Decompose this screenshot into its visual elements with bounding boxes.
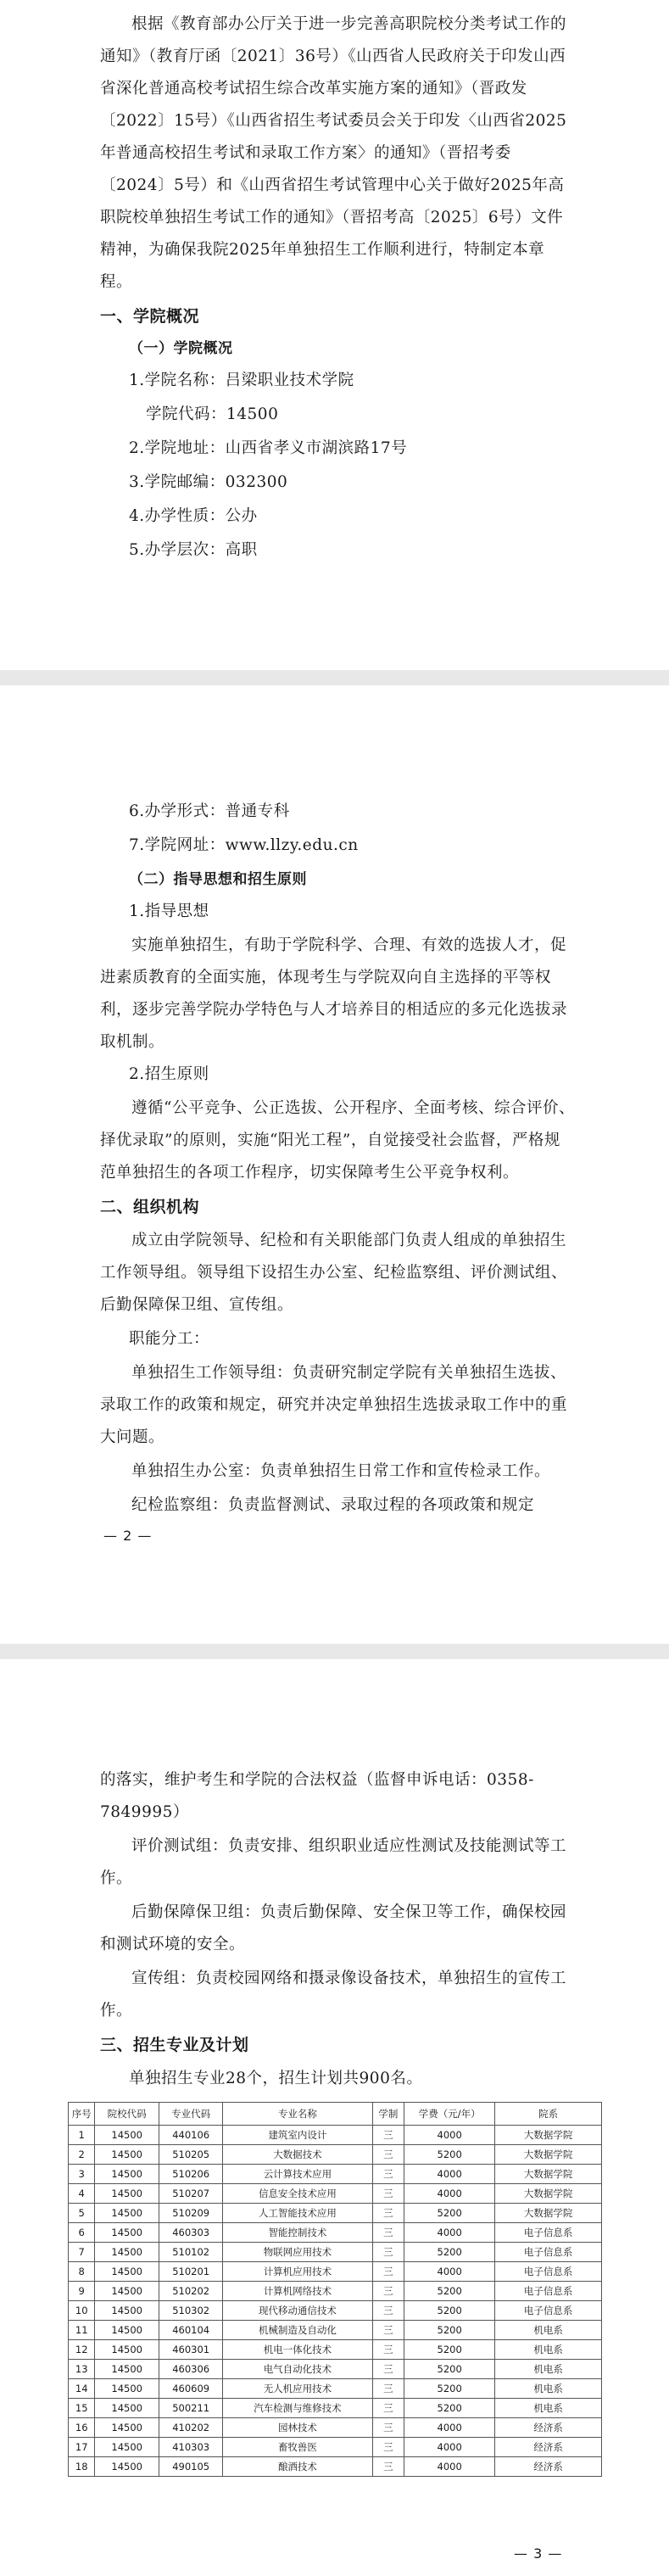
table-row: [69, 2360, 602, 2379]
table-row: [69, 2184, 602, 2204]
table-cell-department: 电子信息系: [495, 2301, 602, 2321]
table-cell-seq: 4: [69, 2184, 95, 2204]
subsection-2-heading: （二）指导思想和招生原则: [129, 871, 307, 888]
table-cell-major-code: 460609: [159, 2379, 222, 2399]
table-cell-school-code: 14500: [95, 2340, 159, 2360]
principle-label: 2.招生原则: [129, 1065, 209, 1083]
table-cell-school-code: 14500: [95, 2223, 159, 2243]
table-cell-department: 机电系: [495, 2399, 602, 2418]
table-cell-major-code: 460306: [159, 2360, 222, 2379]
table-cell-department: 大数据学院: [495, 2126, 602, 2145]
table-header-row: [69, 2103, 602, 2126]
table-cell-tuition: 4000: [404, 2223, 495, 2243]
subsection-1-heading: （一）学院概况: [129, 340, 233, 357]
table-row: [69, 2340, 602, 2360]
table-cell-major-code: 510202: [159, 2282, 222, 2301]
column-header-major-code: 专业代码: [159, 2103, 222, 2126]
table-cell-duration: 三: [372, 2360, 404, 2379]
table-cell-major-name: 酿酒技术: [223, 2457, 372, 2477]
table-cell-department: 电子信息系: [495, 2282, 602, 2301]
table-cell-seq: 5: [69, 2204, 95, 2223]
table-cell-major-code: 510209: [159, 2204, 222, 2223]
table-cell-duration: 三: [372, 2399, 404, 2418]
table-cell-duration: 三: [372, 2126, 404, 2145]
table-cell-major-code: 500211: [159, 2399, 222, 2418]
org-paragraph: 成立由学院领导、纪检和有关职能部门负责人组成的单独招生工作领导组。领导组下设招生办公室、纪检监察组、评价测试组、后勤保障保卫组、宣传组。: [100, 1232, 568, 1314]
table-cell-duration: 三: [372, 2321, 404, 2340]
eval-group-paragraph: 评价测试组：负责安排、组织职业适应性测试及技能测试等工作。: [100, 1837, 567, 1887]
table-cell-school-code: 14500: [95, 2457, 159, 2477]
table-cell-major-name: 物联网应用技术: [223, 2243, 372, 2262]
table-cell-seq: 2: [69, 2145, 95, 2165]
page-number-3: — 3 —: [514, 2545, 563, 2562]
intro-paragraph: 根据《教育部办公厅关于进一步完善高职院校分类考试工作的通知》（教育厅函〔2021〕36号）《山西省人民政府关于印发山西省深化普通高校考试招生综合改革实施方案的通知》（晋政发〔2022〕15号）《山西省招生考试委员会关于印发〈山西省2025年普通高校招生考试和录取工作方案〉的通知》（晋招考委〔2024〕5号）和《山西省招生考试管理中心关于做好2025年高职院校单独招生考试工作的通知》（晋招考高〔2025〕6号）文件精神，为确保我院2025年单独招生工作顺利进行，特制定本章程。: [100, 15, 567, 291]
table-cell-major-name: 无人机应用技术: [223, 2379, 372, 2399]
guide-paragraph: 实施单独招生，有助于学院科学、合理、有效的选拔人才，促进素质教育的全面实施，体现考生与学院双向自主选择的平等权利，逐步完善学院办学特色与人才培养目的相适应的多元化选拔录取机制。: [100, 936, 568, 1051]
enrollment-plan-table: [68, 2102, 602, 2477]
table-row: [69, 2204, 602, 2223]
leader-group-paragraph: 单独招生工作领导组：负责研究制定学院有关单独招生选拔、录取工作的政策和规定，研究并决定单独招生选拔录取工作中的重大问题。: [100, 1364, 568, 1446]
table-cell-school-code: 14500: [95, 2418, 159, 2438]
table-cell-school-code: 14500: [95, 2184, 159, 2204]
document-page-2: [0, 685, 669, 1644]
table-cell-seq: 10: [69, 2301, 95, 2321]
table-cell-school-code: 14500: [95, 2165, 159, 2184]
table-cell-tuition: 4000: [404, 2457, 495, 2477]
table-row: [69, 2418, 602, 2438]
table-cell-duration: 三: [372, 2204, 404, 2223]
table-row: [69, 2321, 602, 2340]
column-header-department: 院系: [495, 2103, 602, 2126]
table-cell-department: 机电系: [495, 2379, 602, 2399]
section-3-heading: 三、招生专业及计划: [100, 2036, 249, 2054]
table-cell-major-name: 计算机应用技术: [223, 2262, 372, 2282]
table-row: [69, 2399, 602, 2418]
table-cell-school-code: 14500: [95, 2301, 159, 2321]
table-cell-seq: 8: [69, 2262, 95, 2282]
table-cell-seq: 11: [69, 2321, 95, 2340]
table-cell-major-code: 460104: [159, 2321, 222, 2340]
college-name: 1.学院名称：吕梁职业技术学院: [129, 372, 354, 389]
document-page-1: [0, 0, 669, 670]
table-cell-department: 电子信息系: [495, 2262, 602, 2282]
table-cell-department: 机电系: [495, 2360, 602, 2379]
publicity-group-paragraph: 宣传组：负责校园网络和摄录像设备技术，单独招生的宣传工作。: [100, 1970, 567, 2020]
table-cell-major-name: 计算机网络技术: [223, 2282, 372, 2301]
table-cell-department: 电子信息系: [495, 2243, 602, 2262]
table-cell-duration: 三: [372, 2457, 404, 2477]
table-cell-school-code: 14500: [95, 2399, 159, 2418]
table-cell-major-code: 410303: [159, 2438, 222, 2457]
table-cell-major-name: 汽车检测与维修技术: [223, 2399, 372, 2418]
table-row: [69, 2145, 602, 2165]
table-cell-major-name: 云计算技术应用: [223, 2165, 372, 2184]
table-cell-major-code: 460301: [159, 2340, 222, 2360]
table-cell-major-code: 440106: [159, 2126, 222, 2145]
table-cell-school-code: 14500: [95, 2204, 159, 2223]
table-cell-school-code: 14500: [95, 2282, 159, 2301]
column-header-school-code: 院校代码: [95, 2103, 159, 2126]
table-row: [69, 2379, 602, 2399]
table-cell-seq: 12: [69, 2340, 95, 2360]
table-cell-major-name: 大数据技术: [223, 2145, 372, 2165]
table-cell-school-code: 14500: [95, 2126, 159, 2145]
table-cell-seq: 15: [69, 2399, 95, 2418]
school-nature: 4.办学性质：公办: [129, 507, 258, 525]
table-cell-school-code: 14500: [95, 2262, 159, 2282]
table-cell-tuition: 4000: [404, 2165, 495, 2184]
table-cell-tuition: 5200: [404, 2243, 495, 2262]
table-cell-department: 大数据学院: [495, 2204, 602, 2223]
table-cell-tuition: 5200: [404, 2360, 495, 2379]
plan-summary: 单独招生专业28个，招生计划共900名。: [129, 2070, 423, 2087]
table-cell-tuition: 5200: [404, 2282, 495, 2301]
college-code: 学院代码：14500: [146, 405, 279, 423]
table-cell-department: 大数据学院: [495, 2165, 602, 2184]
table-cell-duration: 三: [372, 2145, 404, 2165]
table-cell-major-name: 智能控制技术: [223, 2223, 372, 2243]
logistics-group-paragraph: 后勤保障保卫组：负责后勤保障、安全保卫等工作，确保校园和测试环境的安全。: [100, 1903, 567, 1953]
table-cell-tuition: 5200: [404, 2340, 495, 2360]
table-cell-tuition: 4000: [404, 2262, 495, 2282]
table-cell-major-code: 510102: [159, 2243, 222, 2262]
table-cell-tuition: 5200: [404, 2399, 495, 2418]
table-cell-seq: 9: [69, 2282, 95, 2301]
table-cell-tuition: 5200: [404, 2145, 495, 2165]
table-row: [69, 2438, 602, 2457]
table-cell-school-code: 14500: [95, 2321, 159, 2340]
section-2-heading: 二、组织机构: [100, 1198, 200, 1216]
table-cell-major-name: 畜牧兽医: [223, 2438, 372, 2457]
table-cell-major-code: 490105: [159, 2457, 222, 2477]
table-cell-tuition: 4000: [404, 2438, 495, 2457]
table-cell-seq: 17: [69, 2438, 95, 2457]
duty-label: 职能分工：: [129, 1330, 210, 1348]
table-cell-department: 机电系: [495, 2340, 602, 2360]
table-cell-seq: 3: [69, 2165, 95, 2184]
principle-paragraph: 遵循“公平竞争、公正选拔、公开程序、全面考核、综合评价、择优录取”的原则，实施“阳光工程”，自觉接受社会监督，严格规范单独招生的各项工作程序，切实保障考生公平竞争权利。: [100, 1099, 575, 1182]
table-cell-major-name: 信息安全技术应用: [223, 2184, 372, 2204]
table-cell-seq: 13: [69, 2360, 95, 2379]
table-cell-major-code: 510205: [159, 2145, 222, 2165]
table-row: [69, 2243, 602, 2262]
table-cell-department: 经济系: [495, 2457, 602, 2477]
document-page-3: [0, 1659, 669, 2576]
table-row: [69, 2457, 602, 2477]
table-cell-tuition: 5200: [404, 2204, 495, 2223]
column-header-tuition: 学费（元/年）: [404, 2103, 495, 2126]
table-cell-duration: 三: [372, 2223, 404, 2243]
table-cell-department: 机电系: [495, 2321, 602, 2340]
table-cell-major-code: 510206: [159, 2165, 222, 2184]
table-cell-tuition: 5200: [404, 2321, 495, 2340]
table-cell-major-name: 机械制造及自动化: [223, 2321, 372, 2340]
section-1-heading: 一、学院概况: [100, 307, 200, 326]
table-row: [69, 2282, 602, 2301]
column-header-duration: 学制: [372, 2103, 404, 2126]
column-header-seq: 序号: [69, 2103, 95, 2126]
table-cell-duration: 三: [372, 2418, 404, 2438]
table-cell-tuition: 4000: [404, 2184, 495, 2204]
school-level: 5.办学层次：高职: [129, 541, 258, 559]
table-row: [69, 2301, 602, 2321]
table-cell-department: 经济系: [495, 2438, 602, 2457]
table-cell-major-name: 机电一体化技术: [223, 2340, 372, 2360]
guide-label: 1.指导思想: [129, 902, 209, 920]
table-cell-major-code: 510201: [159, 2262, 222, 2282]
school-website: 7.学院网址：www.llzy.edu.cn: [129, 836, 359, 854]
discipline-continued: 的落实，维护考生和学院的合法权益（监督申诉电话：0358-7849995）: [100, 1771, 534, 1821]
table-cell-school-code: 14500: [95, 2438, 159, 2457]
table-cell-duration: 三: [372, 2282, 404, 2301]
table-cell-tuition: 4000: [404, 2418, 495, 2438]
column-header-major-name: 专业名称: [223, 2103, 372, 2126]
table-cell-duration: 三: [372, 2301, 404, 2321]
table-row: [69, 2262, 602, 2282]
college-address: 2.学院地址：山西省孝义市湖滨路17号: [129, 439, 408, 457]
table-cell-duration: 三: [372, 2184, 404, 2204]
table-cell-major-name: 园林技术: [223, 2418, 372, 2438]
college-postcode: 3.学院邮编：032300: [129, 473, 288, 491]
table-cell-seq: 14: [69, 2379, 95, 2399]
table-cell-school-code: 14500: [95, 2379, 159, 2399]
office-paragraph: 单独招生办公室：负责单独招生日常工作和宣传检录工作。: [131, 1462, 551, 1480]
table-cell-school-code: 14500: [95, 2360, 159, 2379]
table-cell-duration: 三: [372, 2438, 404, 2457]
table-cell-department: 大数据学院: [495, 2145, 602, 2165]
table-cell-major-code: 410202: [159, 2418, 222, 2438]
table-row: [69, 2126, 602, 2145]
school-form: 6.办学形式：普通专科: [129, 802, 290, 820]
table-cell-major-name: 现代移动通信技术: [223, 2301, 372, 2321]
table-cell-seq: 18: [69, 2457, 95, 2477]
table-cell-department: 大数据学院: [495, 2184, 602, 2204]
table-cell-tuition: 5200: [404, 2379, 495, 2399]
table-cell-duration: 三: [372, 2379, 404, 2399]
table-cell-major-code: 510207: [159, 2184, 222, 2204]
table-cell-duration: 三: [372, 2340, 404, 2360]
table-cell-duration: 三: [372, 2165, 404, 2184]
table-cell-school-code: 14500: [95, 2243, 159, 2262]
table-cell-department: 经济系: [495, 2418, 602, 2438]
table-row: [69, 2223, 602, 2243]
table-cell-duration: 三: [372, 2262, 404, 2282]
table-cell-tuition: 5200: [404, 2301, 495, 2321]
table-cell-major-code: 510302: [159, 2301, 222, 2321]
table-cell-seq: 1: [69, 2126, 95, 2145]
table-cell-seq: 7: [69, 2243, 95, 2262]
discipline-paragraph: 纪检监察组：负责监督测试、录取过程的各项政策和规定: [131, 1496, 535, 1514]
table-cell-major-name: 人工智能技术应用: [223, 2204, 372, 2223]
table-cell-department: 电子信息系: [495, 2223, 602, 2243]
table-cell-tuition: 4000: [404, 2126, 495, 2145]
page-number-2: — 2 —: [103, 1528, 153, 1544]
table-cell-school-code: 14500: [95, 2145, 159, 2165]
table-cell-major-name: 建筑室内设计: [223, 2126, 372, 2145]
table-cell-duration: 三: [372, 2243, 404, 2262]
table-cell-seq: 16: [69, 2418, 95, 2438]
table-cell-major-name: 电气自动化技术: [223, 2360, 372, 2379]
table-cell-major-code: 460303: [159, 2223, 222, 2243]
table-cell-seq: 6: [69, 2223, 95, 2243]
table-row: [69, 2165, 602, 2184]
